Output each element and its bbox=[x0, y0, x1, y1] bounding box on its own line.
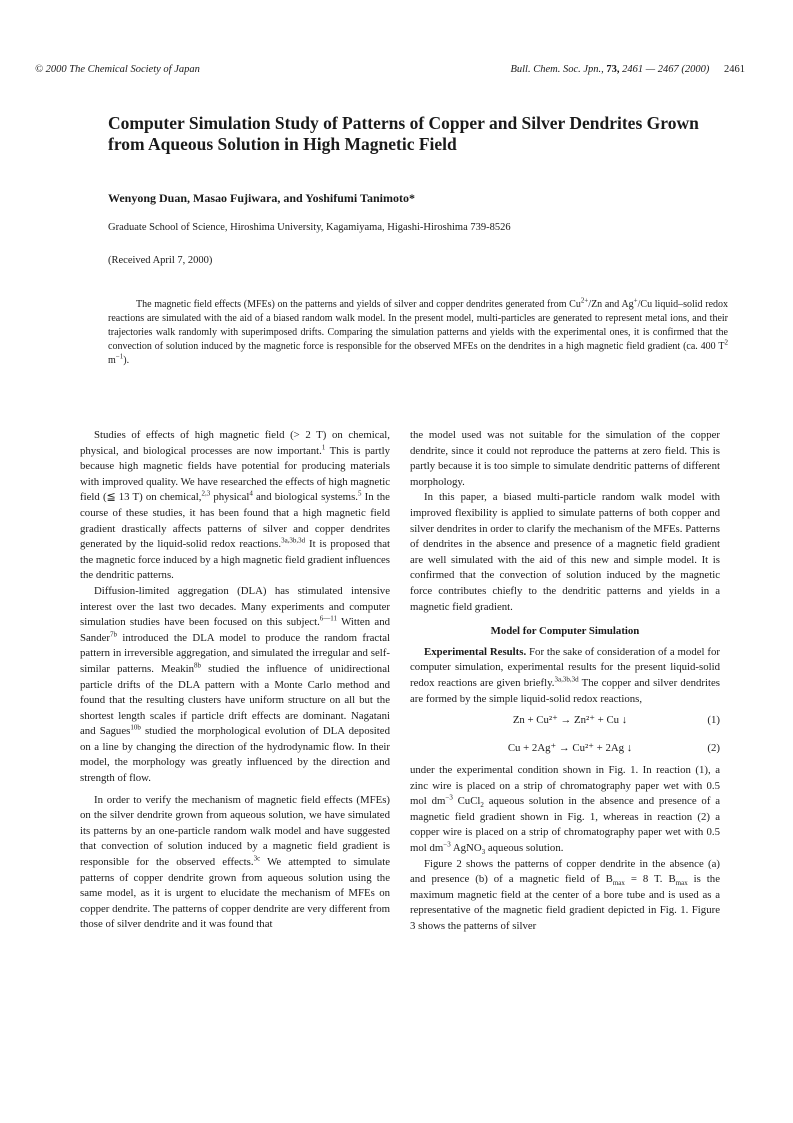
page-number: 2461 bbox=[724, 64, 745, 75]
paragraph: Studies of effects of high magnetic field (> 2 T) on chemical, physical, and biological processes are now important.$^1$ This is partly because high magnetic fields have potential for producing materials with improved quality. We have researched the effects of high magnetic field (≦ 13 T) on chemical,$^{2,3}$ physical$^4$ and biological systems.$^5$ In the course of these studies, it has been found that a high magnetic field gradient drastically affects patterns of silver and copper dendrites generated by the liquid-solid redox reactions.$^{3a,3b,3d}$ It is proposed that the magnetic force induced by a high magnetic field gradient influences the dendritic patterns. bbox=[80, 429, 391, 582]
left-column bbox=[80, 428, 390, 933]
paper-title: Computer Simulation Study of Patterns of Copper and Silver Dendrites Grown from Aqueous Solution in High Magnetic Field bbox=[108, 113, 699, 154]
copyright-notice: © 2000 The Chemical Society of Japan bbox=[35, 64, 200, 75]
paragraph: Figure 2 shows the patterns of copper dendrite in the absence (a) and presence (b) of a magnetic field of $B_{max} = 8$ T. $B_{max}$ is the maximum magnetic field at the center of a bore tube and is used as a representative of the magnetic field gradient depicted in Fig. 1. Figure 3 shows the patterns of silver bbox=[410, 857, 720, 933]
journal-volume: 73, bbox=[606, 64, 620, 75]
paragraph: under the experimental condition shown in Fig. 1. In reaction (1), a zinc wire is placed on a strip of chromatography paper wet with 0.5 mol $dm^{-3}$ CuCl$_2$ aqueous solution in the absence and presence of a magnetic field gradient shown in Fig. 1, whereas in reaction (2) a copper wire is placed on a strip of chromatography paper wet with 0.5 mol $dm^{-3}$ AgNO$_3$ aqueous solution. bbox=[410, 764, 720, 857]
equation-1 bbox=[410, 707, 720, 735]
abstract-text: The magnetic field effects (MFEs) on the patterns and yields of silver and copper dendrites generated from $Cu^{2+}/Zn$ and Ag+/Cu liquid–solid redox reactions are simulated with the aid of a biased random walk model. In the present model, multi-particles are generated to represent metal ions, and their trajectories walk randomly with superimposed drifts. Comparing the simulation patterns and yields with the experimental ones, it is confirmed that the convection of solution induced by the magnetic force is responsible for the observed MFEs on the dendrites in a high magnetic field gradient (ca. 400 $T^2$ $m^{-1}$). bbox=[108, 296, 729, 366]
equation-text: Cu + 2Ag⁺ → Cu²⁺ + 2Ag ↓ bbox=[507, 742, 633, 755]
journal-name: Bull. Chem. Soc. Jpn., bbox=[510, 64, 604, 75]
run-in-heading: Experimental Results. bbox=[424, 645, 527, 658]
equation-number: (1) bbox=[707, 714, 720, 727]
section-heading: Model for Computer Simulation bbox=[490, 625, 640, 638]
paragraph: Diffusion-limited aggregation (DLA) has stimulated intensive interest over the last two decades. Many experiments and computer simulation studies have been focused on this subject.$^{6—11}$ Witten and Sander$^{7b}$ introduced the DLA model to produce the random fractal pattern in irreversible aggregation, and simulated the irregular and self-similar patterns. Meakin$^{8b}$ studied the influence of unidirectional particle drifts of the DLA pattern with a Monte Carlo method and found that the resulting clusters have uniform structure on all but the shortest length scales if particle drift effects are dominant. Nagatani and Sagues$^{10b}$ studied the morphological evolution of DLA deposited on a line by changing the direction of the hydrodynamic flow. In their model, the morphology was greatly influenced by the direction and strength of flow. bbox=[80, 584, 390, 785]
author-list: Wenyong Duan, Masao Fujiwara, and Yoshifumi Tanimoto* bbox=[108, 191, 415, 205]
paragraph: the model used was not suitable for the simulation of the copper dendrite, since it could not reproduce the patterns at zero field. This is partly because it is too simple to simulate dendritic patterns of different morphology. bbox=[410, 429, 720, 488]
received-date: (Received April 7, 2000) bbox=[108, 255, 213, 266]
page-range: 2461 — 2467 (2000) bbox=[622, 64, 710, 75]
paragraph: Experimental Results. For the sake of consideration of a model for computer simulation, experimental results for the present liquid-solid redox reactions are given briefly.$^{3a,3b,3d}$ The copper and silver dendrites are formed by the simple liquid-solid redox reactions, bbox=[410, 645, 720, 705]
abstract bbox=[108, 298, 728, 368]
equation-2 bbox=[410, 735, 720, 763]
paragraph: In order to verify the mechanism of magnetic field effects (MFEs) on the silver dendrite grown from aqueous solution, we have simulated its patterns by an one-particle random walk model and have suggested that convection of solution induced by a magnetic field gradient is responsible for the observed effects.$^{3c}$ We attempted to simulate patterns of copper dendrite grown from aqueous solution using the same model, as it is urgent to elucidate the mechanism of MFEs on copper dendrite. The patterns of copper dendrite are very different from those of silver dendrite and it was found that bbox=[80, 793, 390, 931]
paragraph: In this paper, a biased multi-particle random walk model with improved flexibility is applied to simulate patterns of both copper and silver dendrites in order to clarify the mechanism of the MFEs. Patterns of dendrites in the absence and presence of a magnetic field gradient are well simulated with the aid of this new and simple model. It is confirmed that the convection of solution induced by the magnetic force contributes chiefly to the dendritic patterns and yields in a magnetic field gradient. bbox=[410, 491, 720, 613]
right-column bbox=[410, 428, 720, 935]
journal-citation bbox=[510, 64, 745, 75]
affiliation: Graduate School of Science, Hiroshima University, Kagamiyama, Higashi-Hiroshima 739-8526 bbox=[108, 222, 511, 233]
equation-text: Zn + Cu²⁺ → Zn²⁺ + Cu ↓ bbox=[512, 714, 628, 727]
equation-number: (2) bbox=[707, 742, 720, 755]
